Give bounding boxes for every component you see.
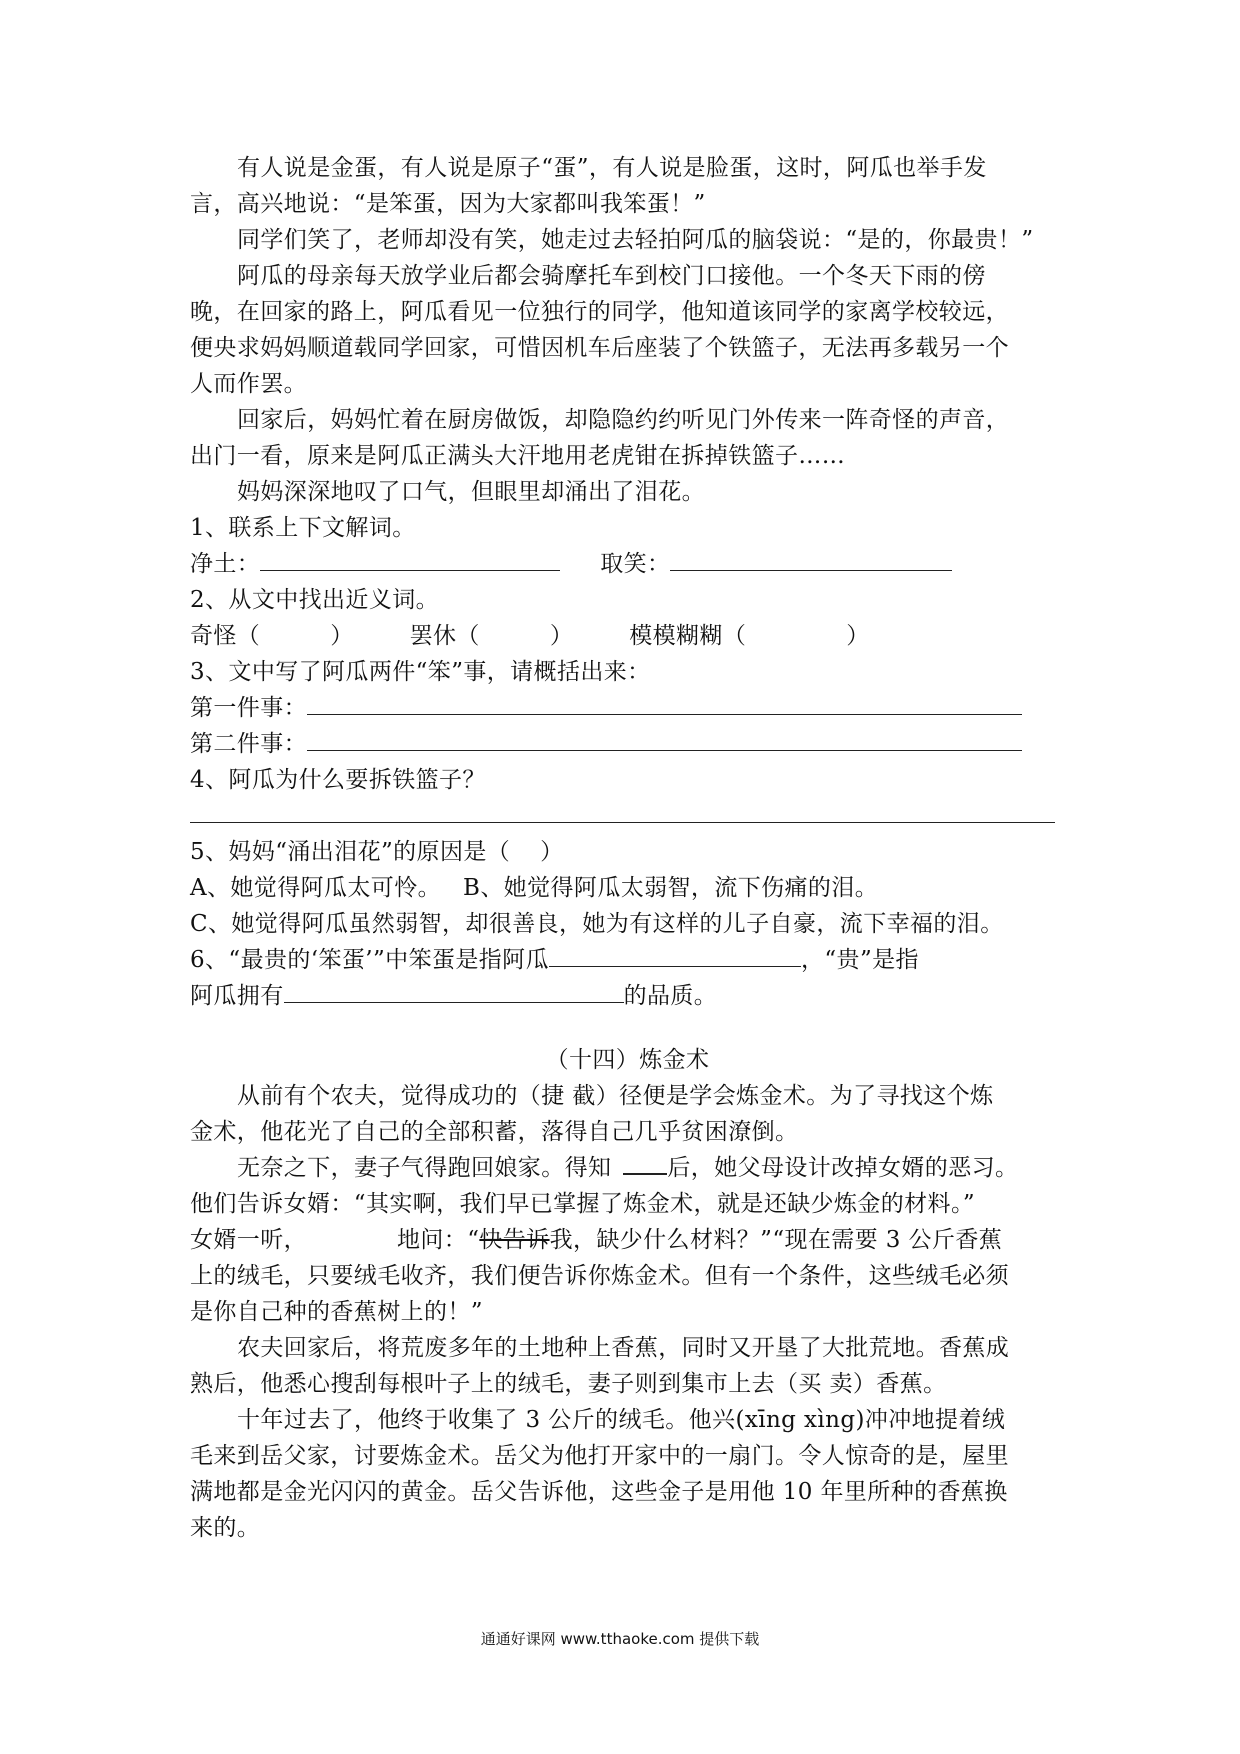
story-paragraph: 熟后，他悉心搜刮每根叶子上的绒毛，妻子则到集市上去（买 卖）香蕉。: [190, 1371, 947, 1397]
question-3-first: [190, 690, 1065, 726]
answer-blank[interactable]: [623, 1151, 667, 1175]
story-paragraph: 上的绒毛，只要绒毛收齐，我们便告诉你炼金术。但有一个条件，这些绒毛必须: [190, 1263, 1009, 1289]
synonym-word: 奇怪（: [190, 623, 261, 649]
answer-blank[interactable]: [260, 548, 560, 571]
synonym-word: 罢休（: [409, 623, 480, 649]
question-1-answers: [190, 546, 1065, 582]
question-6: [190, 942, 1065, 978]
synonym-word: 模模糊糊（: [629, 623, 747, 649]
story-paragraph: 同学们笑了，老师却没有笑，她走过去轻拍阿瓜的脑袋说：“是的，你最贵！”: [237, 227, 1034, 253]
struck-text: 快告诉: [479, 1227, 550, 1253]
story-paragraph: 十年过去了，他终于收集了 3 公斤的绒毛。他兴(xīng xìng)冲冲地提着绒: [237, 1407, 1006, 1433]
term-label: 取笑：: [600, 551, 671, 577]
question-1: 1、联系上下文解词。: [190, 515, 416, 541]
story-paragraph: 出门一看，原来是阿瓜正满头大汗地用老虎钳在拆掉铁篮子……: [190, 443, 846, 469]
question-2: 2、从文中找出近义词。: [190, 587, 440, 613]
answer-blank[interactable]: [307, 692, 1022, 715]
story-paragraph: 回家后，妈妈忙着在厨房做饭，却隐隐约约听见门外传来一阵奇怪的声音，: [237, 407, 1010, 433]
story-paragraph: [190, 1222, 1065, 1258]
story-paragraph: 晚，在回家的路上，阿瓜看见一位独行的同学，他知道该同学的家离学校较远，: [190, 299, 1009, 325]
option-a: A、她觉得阿瓜太可怜。: [190, 875, 442, 901]
story-text: 后，她父母设计改掉女婿的恶习。: [667, 1155, 1019, 1181]
story-text: 无奈之下，妻子气得跑回娘家。得知: [237, 1155, 612, 1181]
answer-blank[interactable]: [190, 800, 1055, 823]
question-6-cont: [190, 978, 1065, 1014]
story-paragraph: [190, 1150, 1065, 1186]
question-4-answer: [190, 798, 1065, 834]
term-label: 净土：: [190, 551, 261, 577]
story-paragraph: 人而作罢。: [190, 371, 307, 397]
event-label: 第一件事：: [190, 695, 307, 721]
footer-credit: 通通好课网 www.tthaoke.com 提供下载: [480, 1630, 760, 1648]
story-paragraph: 是你自己种的香蕉树上的！”: [190, 1299, 483, 1325]
story-paragraph: 他们告诉女婿：“其实啊，我们早已掌握了炼金术，就是还缺少炼金的材料。”: [190, 1191, 976, 1217]
question-3-second: [190, 726, 1065, 762]
worksheet-page: [190, 150, 1065, 1546]
story-paragraph: 满地都是金光闪闪的黄金。岳父告诉他，这些金子是用他 10 年里所种的香蕉换: [190, 1479, 1008, 1505]
close-paren: ）: [549, 623, 574, 649]
question-4: 4、阿瓜为什么要拆铁篮子？: [190, 767, 486, 793]
answer-blank[interactable]: [670, 548, 952, 571]
story-text: 地问：“: [397, 1227, 480, 1253]
story-paragraph: 从前有个农夫，觉得成功的（捷 截）径便是学会炼金术。为了寻找这个炼: [237, 1083, 994, 1109]
story-text: 女婿一听，: [190, 1227, 307, 1253]
story-paragraph: 有人说是金蛋，有人说是原子“蛋”，有人说是脸蛋，这时，阿瓜也举手发: [237, 155, 987, 181]
story-paragraph: 毛来到岳父家，讨要炼金术。岳父为他打开家中的一扇门。令人惊奇的是，屋里: [190, 1443, 1009, 1469]
section-title: （十四）炼金术: [545, 1047, 710, 1073]
event-label: 第二件事：: [190, 731, 307, 757]
question-5: [190, 834, 1065, 870]
story-paragraph: 阿瓜的母亲每天放学业后都会骑摩托车到校门口接他。一个冬天下雨的傍: [237, 263, 986, 289]
question-6-text: 的品质。: [623, 983, 718, 1009]
story-paragraph: 妈妈深深地叹了口气，但眼里却涌出了泪花。: [237, 479, 705, 505]
answer-blank[interactable]: [284, 980, 624, 1003]
question-2-answers: [190, 618, 1065, 654]
close-paren: ）: [540, 839, 564, 865]
story-paragraph: 来的。: [190, 1515, 261, 1541]
close-paren: ）: [846, 623, 870, 649]
story-text: 我，缺少什么材料？”“现在需要 3 公斤香蕉: [549, 1227, 1003, 1253]
question-3: 3、文中写了阿瓜两件“笨”事，请概括出来：: [190, 659, 651, 685]
question-6-text: ，“贵”是指: [800, 947, 919, 973]
story-paragraph: 金术，他花光了自己的全部积蓄，落得自己几乎贫困潦倒。: [190, 1119, 799, 1145]
question-6-text: 6、“最贵的‘笨蛋’”中笨蛋是指阿瓜: [190, 947, 549, 973]
close-paren: ）: [330, 623, 354, 649]
story-paragraph: 言，高兴地说：“是笨蛋，因为大家都叫我笨蛋！”: [190, 191, 706, 217]
question-5-text: 5、妈妈“涌出泪花”的原因是（: [190, 839, 511, 865]
option-c: C、她觉得阿瓜虽然弱智，却很善良，她为有这样的儿子自豪，流下幸福的泪。: [190, 911, 1004, 937]
question-5-options: [190, 870, 1065, 906]
question-6-text: 阿瓜拥有: [190, 983, 284, 1009]
option-b: B、她觉得阿瓜太弱智，流下伤痛的泪。: [463, 875, 879, 901]
story-paragraph: 便央求妈妈顺道载同学回家，可惜因机车后座装了个铁篮子，无法再多载另一个: [190, 335, 1009, 361]
answer-blank[interactable]: [549, 944, 801, 967]
answer-blank[interactable]: [307, 728, 1022, 751]
story-paragraph: 农夫回家后，将荒废多年的土地种上香蕉，同时又开垦了大批荒地。香蕉成: [237, 1335, 1010, 1361]
